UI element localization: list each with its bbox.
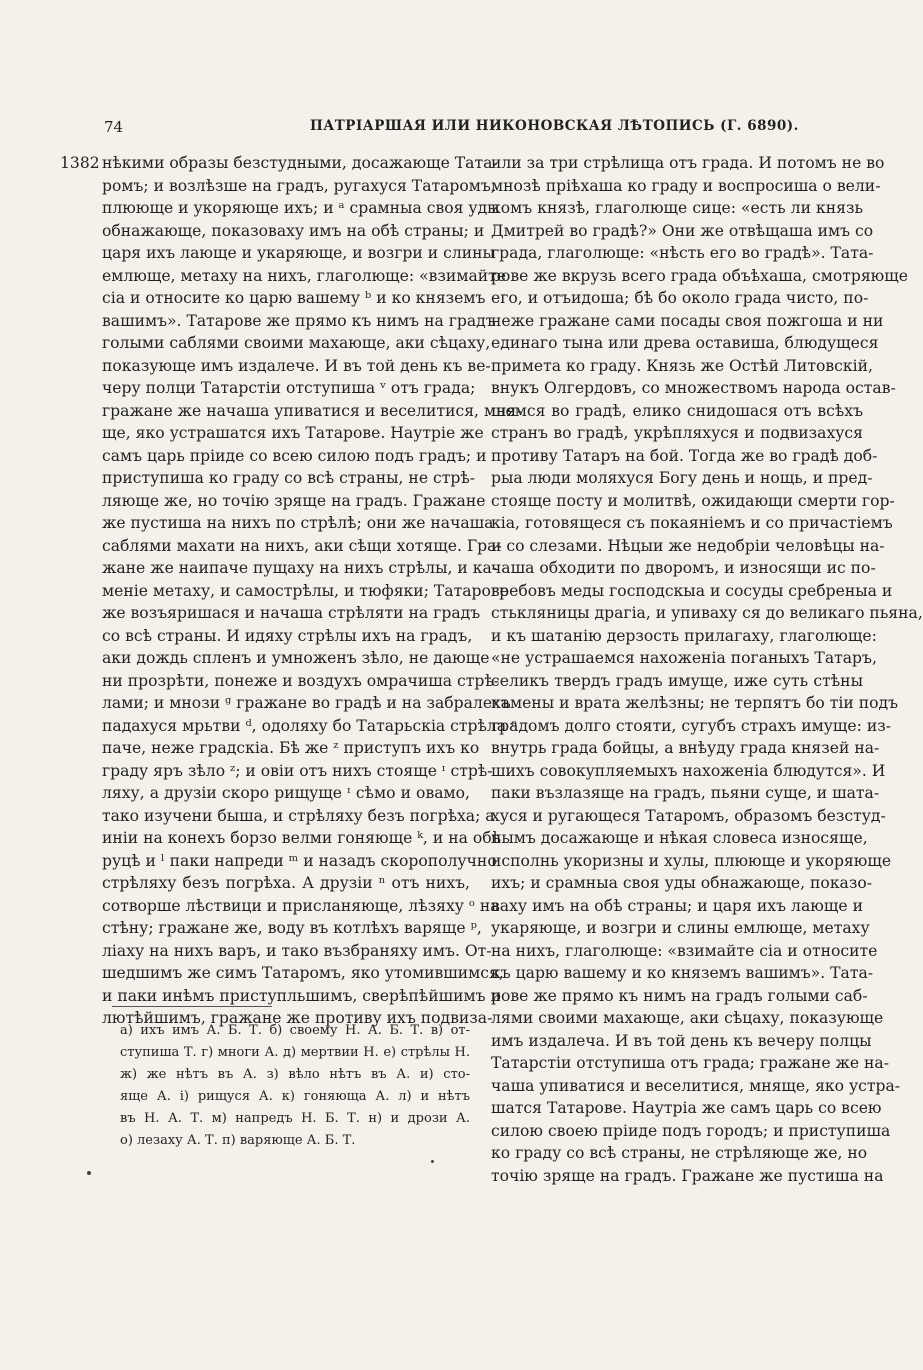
- text-line: комъ князѣ, глаголюще сице: «есть ли князь: [491, 199, 863, 217]
- text-line: голыми саблями своими махающе, аки сѣцаху,: [102, 334, 491, 352]
- text-line: стояще посту и молитвѣ, ожидающи смерти гор-: [491, 491, 895, 510]
- text-line: ліаху на нихъ варъ, и тако възбраняху имъ. От-: [102, 941, 492, 960]
- text-line: на нихъ, глаголюще: «взимайте сіа и относите: [491, 941, 878, 960]
- text-line: или за три стрѣлища отъ града. И потомъ не во: [491, 154, 885, 172]
- text-line: чаша обходити по дворомъ, и износящи ис по-: [491, 559, 876, 577]
- text-line: же пустиша на нихъ по стрѣлѣ; они же начаша: [102, 514, 494, 532]
- text-line: укаряюще, и возгри и слины емлюще, метаху: [491, 919, 870, 937]
- text-line: лами; и мнози ᵍ гражане во градѣ и на забралехъ: [102, 694, 511, 712]
- text-line: ляюще же, но точію зряще на градъ. Гражане: [102, 491, 486, 510]
- text-line: стькляницы драгіа, и упиваху ся до великаго пьяна,: [491, 604, 923, 622]
- text-line: шедшимъ же симъ Татаромъ, яко утомившимся,: [102, 964, 504, 982]
- text-line: самъ царь пріиде со всею силою подъ градъ; и: [102, 446, 487, 465]
- text-line: и со слезами. Нѣцыи же недобріи человѣцы на-: [491, 536, 885, 555]
- text-line: емлюще, метаху на нихъ, глаголюще: «взимайте: [102, 266, 506, 285]
- text-line: странъ во градѣ, укрѣпляхуся и подвизахуся: [491, 424, 863, 442]
- text-line: нѣкими образы безстудными, досажающе Тата-: [102, 154, 498, 172]
- text-line: рове же прямо къ нимъ на градъ голыми саб-: [491, 986, 868, 1005]
- text-line: вашимъ». Татарове же прямо къ нимъ на градъ: [102, 311, 496, 330]
- text-line: ляху, а друзіи скоро рищуще ᶦ сѣмо и овамо,: [102, 784, 470, 802]
- text-line: руцѣ и ˡ паки напреди ᵐ и назадъ скорополучно: [102, 851, 497, 870]
- text-line: мнозѣ пріѣхаша ко граду и воспросиша о вели-: [491, 176, 881, 195]
- text-line: селикъ твердъ градъ имуще, иже суть стѣны: [491, 671, 863, 690]
- text-line: противу Татаръ на бой. Тогда же во градѣ доб-: [491, 446, 878, 465]
- text-line: къ царю вашему и ко княземъ вашимъ». Тата-: [491, 964, 874, 982]
- footnote-rule: [112, 1006, 272, 1007]
- margin-year: 1382: [60, 154, 100, 172]
- text-line: ромъ; и возлѣзше на градъ, ругахуся Татаромъ,: [102, 176, 496, 195]
- page-number: 74: [104, 118, 124, 136]
- text-line: ваху имъ на обѣ страны; и царя ихъ лающе и: [491, 896, 863, 915]
- text-line: же возъяришася и начаша стрѣляти на градъ: [102, 604, 481, 622]
- text-line: со всѣ страны. И идяху стрѣлы ихъ на градъ,: [102, 626, 473, 645]
- text-line: гражане же начаша упиватися и веселитися, мня-: [102, 401, 522, 420]
- text-line: стѣну; гражане же, воду въ котлѣхъ варяще ᵖ,: [102, 919, 482, 937]
- right-column: [491, 152, 923, 1187]
- text-line: обнажающе, показоваху имъ на обѣ страны; и: [102, 221, 485, 240]
- text-line: жане же наипаче пущаху на нихъ стрѣлы, и ка-: [102, 559, 498, 577]
- text-line: внукъ Олгердовъ, со множествомъ народа остав-: [491, 379, 896, 397]
- text-line: сотворше лѣствици и присланяюще, лѣзяху ᵒ на: [102, 896, 500, 915]
- text-line: камены и врата желѣзны; не терпятъ бо тіи подъ: [491, 694, 899, 712]
- left-column: [102, 152, 522, 1030]
- text-line: шихъ совокупляемыхъ нахоженіа блюдутся». И: [491, 761, 886, 780]
- running-head: ПАТРІАРШАЯ ИЛИ НИКОНОВСКАЯ ЛѢТОПИСЬ (Г. 6890).: [310, 117, 799, 135]
- text-line: лями своими махающе, аки сѣцаху, показующе: [491, 1009, 884, 1027]
- text-line: иніи на конехъ борзо велми гоняюще ᵏ, и на обѣ: [102, 829, 502, 847]
- stray-dot: [431, 1160, 434, 1163]
- text-line: плююще и укоряюще ихъ; и ᵃ срамныа своя уды: [102, 199, 500, 217]
- text-line: паки възлазяще на градъ, пьяни суще, и шата-: [491, 784, 880, 802]
- text-line: рове же вкрузь всего града объѣхаша, смотряюще: [491, 266, 908, 285]
- text-line: граду яръ зѣло ᶻ; и овіи отъ нихъ стояще ᶦ стрѣ-: [102, 761, 493, 780]
- text-line: меніе метаху, и самострѣлы, и тюфяки; Татарове: [102, 581, 509, 600]
- text-line: падахуся мрьтви ᵈ, одоляху бо Татарьскіа стрѣла ᵉ: [102, 716, 518, 735]
- text-line: показующе имъ издалече. И въ той день къ ве-: [102, 356, 491, 375]
- text-line: «не устрашаемся нахоженіа поганыхъ Татаръ,: [491, 649, 877, 667]
- footnote-line: яще А. і) рищуся А. к) гоняюща А. л) и нѣтъ: [120, 1089, 470, 1104]
- text-line: кіа, готовящеся съ покаяніемъ и со причастіемъ: [491, 514, 893, 532]
- text-line: ни прозрѣти, понеже и воздухъ омрачиша стрѣ-: [102, 671, 500, 690]
- text-line: внутрь града бойцы, а внѣуду града князей на-: [491, 739, 880, 757]
- footnote-line: о) лезаху А. Т. п) варяюще А. Б. Т.: [120, 1133, 356, 1148]
- text-line: исполнь укоризны и хулы, плююще и укоряюще: [491, 851, 892, 870]
- text-line: Дмитрей во градѣ?» Они же отвѣщаша имъ со: [491, 221, 874, 240]
- text-line: его, и отъидоша; бѣ бо около града чисто, по-: [491, 289, 869, 307]
- footnote-line: ступиша Т. г) многи А. д) мертвии Н. е) стрѣлы Н.: [120, 1045, 470, 1060]
- footnote-line: а) ихъ имъ А. Б. Т. б) своему Н. А. Б. Т. в) от-: [120, 1023, 470, 1038]
- text-line: и паки инѣмъ приступльшимъ, сверѣпѣйшимъ и: [102, 986, 501, 1005]
- text-line: примета ко граду. Князь же Остѣй Литовскій,: [491, 356, 873, 375]
- text-line: нымъ досажающе и нѣкая словеса износяще,: [491, 829, 868, 847]
- text-line: ще, яко устрашатся ихъ Татарове. Наутріе же: [102, 424, 484, 442]
- text-line: черу полци Татарстіи отступиша ᵛ отъ града;: [102, 379, 476, 397]
- text-line: ко граду со всѣ страны, не стрѣляюще же, но: [491, 1144, 868, 1162]
- text-line: неже гражане сами посады своя пожгоша и ни: [491, 311, 884, 330]
- text-line: царя ихъ лающе и укаряюще, и возгри и слины: [102, 244, 495, 262]
- text-line: точію зряще на градъ. Гражане же пустиша на: [491, 1166, 884, 1185]
- text-line: аки дождь спленъ и умноженъ зѣло, не дающе: [102, 649, 490, 667]
- text-line: града, глаголюще: «нѣсть его во градѣ». Тата-: [491, 244, 874, 262]
- text-line: гребовъ меды господскыа и сосуды сребреныа и: [491, 581, 893, 600]
- footnote-line: ж) же нѣтъ въ А. з) вѣло нѣтъ въ А. и) сто-: [120, 1067, 470, 1082]
- footnotes: [120, 1020, 470, 1152]
- text-line: саблями махати на нихъ, аки сѣщи хотяще. Гра-: [102, 536, 502, 555]
- text-line: единаго тына или древа оставиша, блюдущеся: [491, 334, 879, 352]
- stray-dot: [87, 1171, 91, 1175]
- text-line: имъ издалеча. И въ той день къ вечеру полцы: [491, 1031, 872, 1050]
- text-line: шатся Татарове. Наутріа же самъ царь со всею: [491, 1099, 882, 1117]
- text-line: градомъ долго стояти, сугубъ страхъ имуще: из-: [491, 716, 892, 735]
- text-line: рыа люди моляхуся Богу день и нощь, и пред-: [491, 469, 873, 487]
- text-line: хуся и ругающеся Татаромъ, образомъ безстуд-: [491, 806, 886, 825]
- text-line: ихъ; и срамныа своя уды обнажающе, показо-: [491, 874, 873, 892]
- text-line: лютѣйшимъ, гражане же противу ихъ подвиза-: [102, 1009, 493, 1027]
- text-line: силою своею пріиде подъ городъ; и приступиша: [491, 1121, 891, 1140]
- text-line: стрѣляху безъ погрѣха. А друзіи ⁿ отъ нихъ,: [102, 874, 470, 892]
- text-line: сіа и относите ко царю вашему ᵇ и ко княземъ: [102, 289, 486, 307]
- text-line: паче, неже градскіа. Бѣ же ᶻ приступъ ихъ ко: [102, 739, 480, 757]
- text-line: шемся во градѣ, елико снидошася отъ всѣхъ: [491, 401, 863, 420]
- text-line: приступиша ко граду со всѣ страны, не стрѣ-: [102, 469, 476, 487]
- text-line: Татарстіи отступиша отъ града; гражане же на-: [491, 1054, 889, 1072]
- footnote-line: въ Н. А. Т. м) напредъ Н. Б. Т. н) и дрози А.: [120, 1111, 470, 1126]
- text-line: чаша упиватися и веселитися, мняще, яко устра-: [491, 1076, 901, 1095]
- text-line: и къ шатанію дерзость прилагаху, глаголюще:: [491, 626, 877, 645]
- text-line: тако изучени быша, и стрѣляху безъ погрѣха; а: [102, 806, 495, 825]
